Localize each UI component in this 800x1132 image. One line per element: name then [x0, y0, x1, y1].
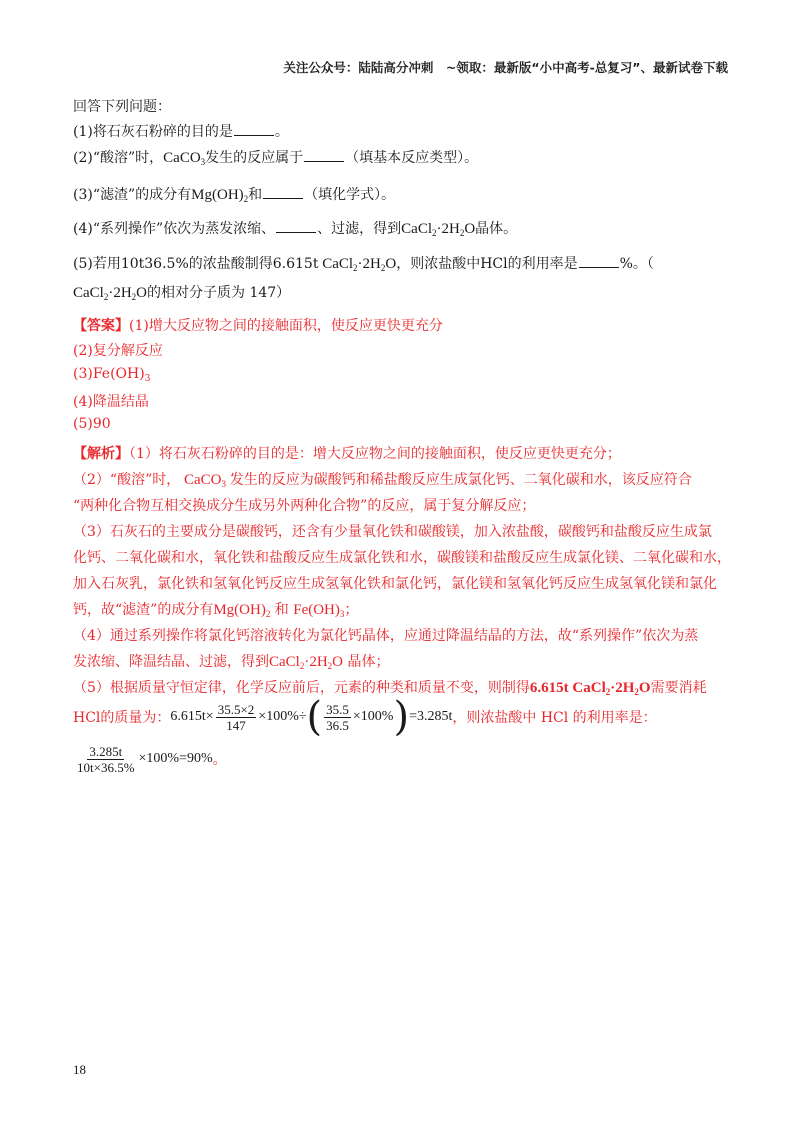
q5-mid: ，则浓盐酸中HCl的利用率是 [396, 256, 578, 272]
answer-1: 【答案】(1)增大反应物之间的接触面积，使反应更快更充分 [73, 318, 443, 334]
question-3 [73, 184, 395, 204]
fraction-rate: $\frac{3.285t}{10t\times 36.5\%}$ [77, 743, 135, 775]
q1-text: (1)将石灰石粉碎的目的是 [73, 124, 233, 140]
page-number: 18 [73, 1062, 86, 1077]
question-4 [73, 218, 517, 238]
analysis-3b: 化钙、二氧化碳和水，氧化铁和盐酸反应生成氯化铁和水，碳酸镁和盐酸反应生成氯化镁、二氧化碳和水， [73, 550, 731, 566]
q4-end: 晶体。 [475, 221, 518, 237]
answer-blank [263, 188, 303, 199]
analysis-4a: （4）通过系列操作将氯化钙溶液转化为氯化钙晶体，应通过降温结晶的方法，故“系列操作”依次为蒸 [73, 628, 699, 644]
answer-blank [304, 151, 344, 162]
rate-equation: $\frac{3.285t}{10t\times 36.5\%}$ ×100%=90% [77, 743, 213, 775]
analysis-1: 【解析】（1）将石灰石粉碎的目的是：增大反应物之间的接触面积，使反应更快更充分； [73, 446, 621, 462]
intro-line: 回答下列问题： [73, 99, 171, 115]
question-5-note [73, 282, 290, 302]
left-paren: ( [306, 694, 323, 740]
q5-formula: $CaCl_2\cdot 2H_2O$ [322, 256, 397, 273]
analysis-5-rate-line: $\frac{3.285t}{10t\times 36.5\%}$ ×100%=90% 。 [73, 737, 227, 781]
q4-mid: 、过滤，得到 [317, 221, 402, 237]
q5b-formula: $CaCl_2\cdot 2H_2O$ [73, 285, 148, 302]
q2-mid: 发生的反应属于 [205, 150, 304, 166]
q3-text: (3)“滤渣”的成分有 [73, 187, 192, 203]
analysis-2a: （2）“酸溶”时， CaCO$_3$ 发生的反应为碳酸钙和稀盐酸反应生成氯化钙、二氧化碳和水，该反应符合 [73, 472, 692, 489]
analysis-tag: 【解析】 [73, 446, 129, 462]
mass-equation: 6.615t× $\frac{35.5\times 2}{147}$ ×100%÷ ( $\frac{35.5}{36.5}$ ×100% ) =3.285t [170, 694, 453, 740]
answer-5: (5)90 [73, 416, 111, 432]
q4-formula: $CaCl_2\cdot 2H_2O$ [401, 221, 476, 238]
q3-formula: $Mg(OH)_2$ [191, 187, 249, 204]
q1-end: 。 [274, 124, 289, 140]
analysis-2-formula: CaCO$_3$ [183, 472, 226, 489]
analysis-3-formula-2: $Fe(OH)_3$ [293, 602, 345, 619]
q2-formula: CaCO$_3$ [163, 150, 206, 167]
answer-blank [234, 125, 274, 136]
question-2 [73, 147, 478, 167]
right-paren: ) [393, 694, 410, 740]
question-5 [73, 253, 654, 273]
analysis-3a: （3）石灰石的主要成分是碳酸钙，还含有少量氧化铁和碳酸镁，加入浓盐酸，碳酸钙和盐酸反应生成氯 [73, 524, 712, 540]
q4-text: (4)“系列操作”依次为蒸发浓缩、 [73, 221, 276, 237]
analysis-5-formula: 6.615t $CaCl_2\cdot 2H_2O$ [529, 680, 651, 697]
analysis-3-formula-1: $Mg(OH)_2$ [213, 602, 271, 619]
analysis-5a: （5）根据质量守恒定律，化学反应前后，元素的种类和质量不变，则制得6.615t $CaCl_2\cdot 2H_2O$需要消耗 [73, 680, 707, 697]
q5b-text: 的相对分子质为 147） [147, 285, 291, 301]
analysis-4-formula: $CaCl_2\cdot 2H_2O$ [269, 654, 344, 671]
q3-end: （填化学式）。 [304, 187, 396, 203]
answer-4: (4)降温结晶 [73, 394, 149, 410]
question-1 [73, 121, 289, 141]
analysis-5-equation-line: HCl的质量为： 6.615t× $\frac{35.5\times 2}{147}$ ×100%÷ ( $\frac{35.5}{36.5}$ ×100% ) =3.285t ，则浓盐酸中 HCl 的利用率是： [73, 694, 657, 740]
q2-end: （填基本反应类型）。 [345, 150, 479, 166]
q2-text: (2)“酸溶”时， [73, 150, 164, 166]
analysis-3d: 钙，故“滤渣”的成分有$Mg(OH)_2$ 和 $Fe(OH)_3$； [73, 602, 359, 619]
q3-mid: 和 [248, 187, 263, 203]
fraction-molar-ratio: $\frac{35.5\times 2}{147}$ [217, 701, 255, 733]
answer-2: (2)复分解反应 [73, 343, 163, 359]
answer-tag: 【答案】 [73, 318, 129, 334]
q5-text: (5)若用10t36.5%的浓盐酸制得6.615t [73, 256, 319, 272]
analysis-3c: 加入石灰乳，氯化铁和氢氧化钙反应生成氢氧化铁和氯化钙，氯化镁和氢氧化钙反应生成氢氧化镁和氯化 [73, 576, 717, 592]
q5-end: %。（ [619, 256, 654, 272]
analysis-2b: “两种化合物互相交换成分生成另外两种化合物”的反应，属于复分解反应； [73, 498, 536, 514]
answer-blank [579, 257, 619, 268]
answer-3: $(3)Fe(OH)_3$ [73, 366, 151, 384]
page-header: 关注公众号：陆陆高分冲刺 ~领取：最新版“小中高考-总复习”、最新试卷下载 [283, 60, 728, 75]
fraction-cl-ratio: $\frac{35.5}{36.5}$ [326, 701, 349, 733]
analysis-4b: 发浓缩、降温结晶、过滤，得到$CaCl_2\cdot 2H_2O$ 晶体； [73, 654, 390, 671]
answer-blank [276, 222, 316, 233]
